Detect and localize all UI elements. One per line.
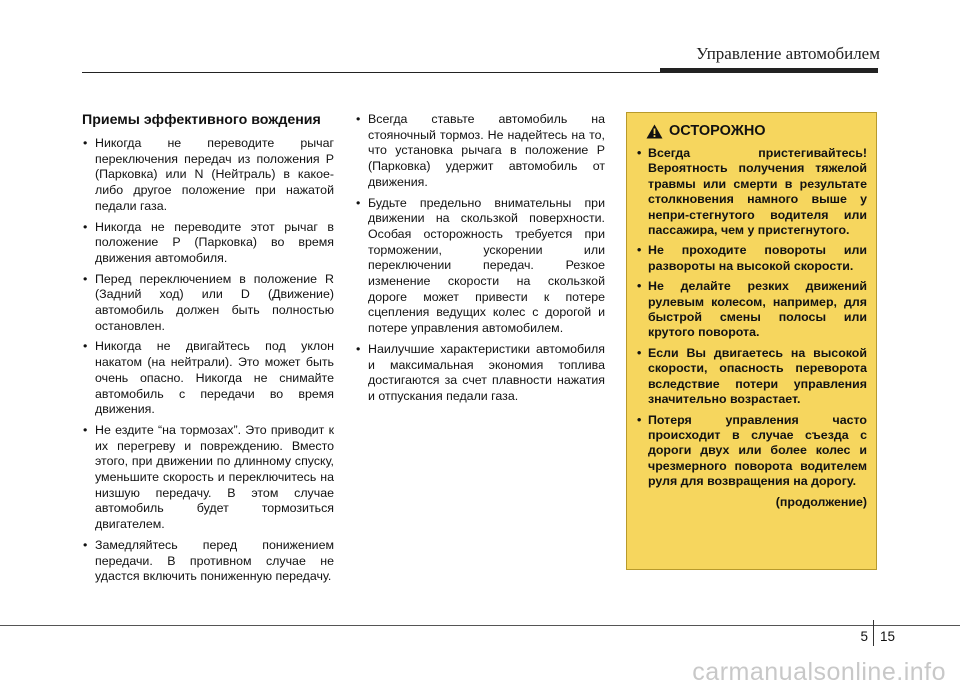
list-item: • Наилучшие характеристики автомобиля и максимальная экономия топлива достигаются за счет плавности нажатия и отпускания педали газа. <box>355 342 605 405</box>
middle-bullet-list <box>355 112 605 405</box>
warning-item: • Если Вы двигаетесь на высокой скорости, опасность переворота вследствие потери управления значительно возрастает. <box>636 346 867 408</box>
list-item: • Никогда не переводите рычаг переключения передач из положения P (Парковка) или N (Нейтраль) в какое-либо другое положение при нажатой педали газа. <box>82 136 334 215</box>
header-rule-accent <box>660 68 878 73</box>
warning-item: • Потеря управления часто происходит в случае съезда с дороги двух или более колес и чрезмерного поворота водителем руля для возвращения на дорогу. <box>636 413 867 490</box>
middle-column <box>355 112 605 410</box>
watermark: carmanualsonline.info <box>692 658 946 686</box>
warning-item: • Всегда пристегивайтесь! Вероятность получения тяжелой травмы или смерти в результате столкновения намного выше у непри-стегнутого водителя или пассажира, чем у пристегнутого. <box>636 146 867 238</box>
warning-title: ОСТОРОЖНО <box>669 123 766 139</box>
left-bullet-list <box>82 136 334 585</box>
warning-header <box>636 123 867 140</box>
list-item: • Перед переключением в положение R (Задний ход) или D (Движение) автомобиль должен быть полностью остановлен. <box>82 272 334 335</box>
continued-label: (продолжение) <box>775 494 867 509</box>
list-item: • Никогда не двигайтесь под уклон накатом (на нейтрали). Это может быть очень опасно. Никогда не снимайте автомобиль с передачи во время движения. <box>82 339 334 418</box>
list-item: • Будьте предельно внимательны при движении на скользкой поверхности. Особая осторожность требуется при торможении, ускорении или переключении передач. Резкое изменение скорости на скользкой дороге может привести к потере сцепления ведущих колес с дорогой и потере управления автомобилем. <box>355 196 605 337</box>
list-item: • Всегда ставьте автомобиль на стояночный тормоз. Не надейтесь на то, что установка рычага в положение P (Парковка) удержит автомобиль от движения. <box>355 112 605 191</box>
chapter-number: 5 <box>860 629 868 644</box>
warning-box <box>626 112 877 570</box>
left-column <box>82 112 334 590</box>
page-number: 15 <box>880 629 896 644</box>
footer-rule <box>0 625 960 626</box>
warning-item: • Не проходите повороты или развороты на высокой скорости. <box>636 243 867 274</box>
list-item: • Замедляйтесь перед понижением передачи. В противном случае не удастся включить пониженную передачу. <box>82 538 334 585</box>
page-number-divider <box>873 620 874 646</box>
header-title: Управление автомобилем <box>696 44 880 63</box>
warning-triangle-icon <box>646 124 663 139</box>
list-item: • Не ездите “на тормозах”. Это приводит к их перегреву и повреждению. Вместо этого, при движении по длинному спуску, уменьшите скорость и переключитесь на низшую передачу. В этом случае автомобиль будет тормозиться двигателем. <box>82 423 334 533</box>
section-heading: Приемы эффективного вождения <box>82 112 321 128</box>
warning-item: • Не делайте резких движений рулевым колесом, например, для быстрой смены полосы или крутого поворота. <box>636 279 867 341</box>
warning-list <box>636 146 867 490</box>
list-item: • Никогда не переводите этот рычаг в положение P (Парковка) во время движения автомобиля. <box>82 220 334 267</box>
